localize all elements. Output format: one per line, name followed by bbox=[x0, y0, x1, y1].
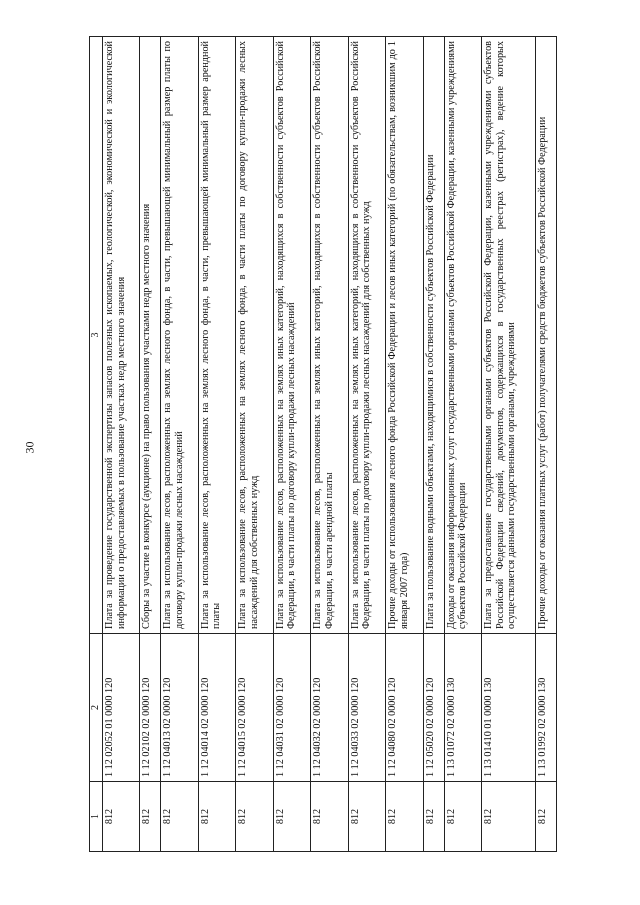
admin-code-cell: 812 bbox=[103, 782, 140, 852]
revenue-name-cell: Плата за использование лесов, расположенных на землях лесного фонда, в части платы по договору купли-продажи лесных насаждений для собственных нужд bbox=[236, 37, 273, 634]
budget-code-cell: 1 12 04031 02 0000 120 bbox=[273, 634, 310, 782]
budget-code-cell: 1 12 05020 02 0000 120 bbox=[423, 634, 444, 782]
table-row bbox=[536, 37, 557, 852]
budget-code-cell: 1 12 04080 02 0000 120 bbox=[386, 634, 423, 782]
budget-code-cell: 1 13 01072 02 0000 130 bbox=[444, 634, 481, 782]
revenue-name-cell: Сборы за участие в конкурсе (аукционе) на право пользования участками недр местного значения bbox=[140, 37, 161, 634]
revenue-name-cell: Плата за проведение государственной экспертизы запасов полезных ископаемых, геологической, экономической и экологической информации о предоставляемых в пользование участках недр местного значения bbox=[103, 37, 140, 634]
admin-code-cell: 812 bbox=[273, 782, 310, 852]
budget-code-cell: 1 12 04032 02 0000 120 bbox=[311, 634, 348, 782]
admin-code-cell: 812 bbox=[444, 782, 481, 852]
revenue-name-cell: Плата за использование лесов, расположенных на землях иных категорий, находящихся в собственности субъектов Российской Федерации, в части платы по договору купли-продажи лесных насаждений bbox=[273, 37, 310, 634]
header-col-3: 3 bbox=[90, 37, 103, 634]
admin-code-cell: 812 bbox=[198, 782, 235, 852]
table-row bbox=[444, 37, 481, 852]
revenue-name-cell: Плата за использование лесов, расположенных на землях лесного фонда, в части, превышающей минимальный размер арендной платы bbox=[198, 37, 235, 634]
table-row bbox=[482, 37, 536, 852]
budget-code-cell: 1 12 04013 02 0000 120 bbox=[161, 634, 198, 782]
table-row bbox=[311, 37, 348, 852]
table-row bbox=[423, 37, 444, 852]
revenue-name-cell: Плата за использование лесов, расположенных на землях иных категорий, находящихся в собственности субъектов Российской Федерации, в части арендной платы bbox=[311, 37, 348, 634]
admin-code-cell: 812 bbox=[161, 782, 198, 852]
revenue-name-cell: Плата за предоставление государственными органами субъектов Российской Федерации, казенными учреждениями субъектов Российской Федерации сведений, документов, содержащихся в государственных реестрах (регистрах), ведение которых осуществляется данными государственными органами, учреждениями bbox=[482, 37, 536, 634]
table-row bbox=[348, 37, 385, 852]
admin-code-cell: 812 bbox=[386, 782, 423, 852]
revenue-name-cell: Плата за пользование водными объектами, находящимися в собственности субъектов Российской Федерации bbox=[423, 37, 444, 634]
budget-code-cell: 1 12 02102 02 0000 120 bbox=[140, 634, 161, 782]
table-row bbox=[236, 37, 273, 852]
budget-code-cell: 1 13 01410 01 0000 130 bbox=[482, 634, 536, 782]
budget-code-cell: 1 12 04033 02 0000 120 bbox=[348, 634, 385, 782]
header-col-1: 1 bbox=[90, 782, 103, 852]
table-row bbox=[273, 37, 310, 852]
table-row bbox=[386, 37, 423, 852]
revenue-name-cell: Прочие доходы от оказания платных услуг (работ) получателями средств бюджетов субъектов Российской Федерации bbox=[536, 37, 557, 634]
page-number: 30 bbox=[22, 441, 37, 454]
admin-code-cell: 812 bbox=[236, 782, 273, 852]
table-row bbox=[103, 37, 140, 852]
budget-code-cell: 1 13 01992 02 0000 130 bbox=[536, 634, 557, 782]
table-header-row bbox=[90, 37, 103, 852]
revenue-name-cell: Прочие доходы от использования лесного фонда Российской Федерации и лесов иных категорий (по обязательствам, возникшим до 1 января 2007 года) bbox=[386, 37, 423, 634]
header-col-2: 2 bbox=[90, 634, 103, 782]
admin-code-cell: 812 bbox=[423, 782, 444, 852]
budget-code-cell: 1 12 04015 02 0000 120 bbox=[236, 634, 273, 782]
admin-code-cell: 812 bbox=[482, 782, 536, 852]
revenue-name-cell: Плата за использование лесов, расположенных на землях лесного фонда, в части, превышающей минимальный размер платы по договору купли-продажи лесных насаждений bbox=[161, 37, 198, 634]
revenue-name-cell: Доходы от оказания информационных услуг государственными органами субъектов Российской Федерации, казенными учреждениями субъектов Российской Федерации bbox=[444, 37, 481, 634]
budget-code-cell: 1 12 04014 02 0000 120 bbox=[198, 634, 235, 782]
admin-code-cell: 812 bbox=[348, 782, 385, 852]
table-row bbox=[140, 37, 161, 852]
revenue-codes-table bbox=[89, 36, 557, 852]
revenue-name-cell: Плата за использование лесов, расположенных на землях иных категорий, находящихся в собственности субъектов Российской Федерации, в части платы по договору купли-продажи лесных насаждений для собственных нужд bbox=[348, 37, 385, 634]
admin-code-cell: 812 bbox=[311, 782, 348, 852]
rotated-table-container bbox=[89, 37, 557, 852]
admin-code-cell: 812 bbox=[536, 782, 557, 852]
budget-code-cell: 1 12 02052 01 0000 120 bbox=[103, 634, 140, 782]
table-row bbox=[198, 37, 235, 852]
table-row bbox=[161, 37, 198, 852]
admin-code-cell: 812 bbox=[140, 782, 161, 852]
